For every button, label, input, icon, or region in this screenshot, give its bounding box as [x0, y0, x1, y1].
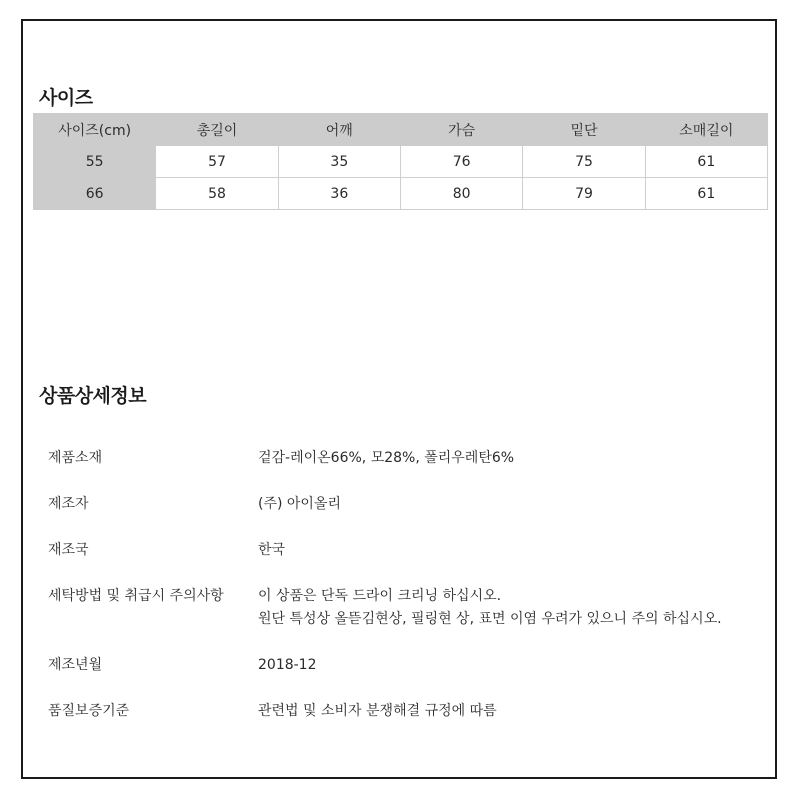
detail-row-country: [48, 539, 768, 562]
size-value-cell: 35: [278, 146, 400, 178]
size-section-title: 사이즈: [39, 87, 93, 109]
size-label-cell: 66: [34, 178, 156, 210]
detail-label: 제조자: [48, 496, 89, 512]
detail-label: 품질보증기준: [48, 703, 130, 719]
size-value-cell: 79: [523, 178, 645, 210]
detail-value: 겉감-레이온66%, 모28%, 폴리우레탄6%: [258, 450, 515, 466]
detail-value: 2018-12: [258, 657, 317, 673]
size-table-header: 사이즈(cm): [34, 114, 156, 146]
size-value-cell: 75: [523, 146, 645, 178]
size-value-cell: 57: [156, 146, 278, 178]
size-value-cell: 76: [400, 146, 522, 178]
size-table-header: 어깨: [278, 114, 400, 146]
detail-value: (주) 아이올리: [258, 496, 341, 512]
size-table-row: [34, 178, 768, 210]
size-table-header: 가슴: [400, 114, 522, 146]
product-detail-list: [48, 447, 768, 746]
detail-row-date: [48, 654, 768, 677]
size-table-header: 소매길이: [645, 114, 767, 146]
detail-value: [258, 585, 722, 631]
detail-label: 세탁방법 및 취급시 주의사항: [48, 588, 224, 604]
size-label-cell: 55: [34, 146, 156, 178]
size-table-header-row: [34, 114, 768, 146]
size-table: [33, 113, 768, 210]
size-value-cell: 61: [645, 146, 767, 178]
size-value-cell: 36: [278, 178, 400, 210]
size-table-row: [34, 146, 768, 178]
detail-value: 한국: [258, 542, 286, 558]
size-value-cell: 58: [156, 178, 278, 210]
detail-row-material: [48, 447, 768, 470]
size-table-header: 총길이: [156, 114, 278, 146]
detail-label: 제조년월: [48, 657, 103, 673]
detail-value: 관련법 및 소비자 분쟁해결 규정에 따름: [258, 703, 497, 719]
detail-label: 제품소재: [48, 450, 103, 466]
size-table-header: 밑단: [523, 114, 645, 146]
detail-value-line: 이 상품은 단독 드라이 크리닝 하십시오.: [258, 588, 502, 604]
detail-row-manufacturer: [48, 493, 768, 516]
detail-row-care: [48, 585, 768, 631]
detail-row-warranty: [48, 700, 768, 723]
detail-label: 재조국: [48, 542, 89, 558]
detail-section-title: 상품상세정보: [39, 385, 147, 407]
size-value-cell: 61: [645, 178, 767, 210]
size-value-cell: 80: [400, 178, 522, 210]
detail-value-line: 원단 특성상 올뜯김현상, 필링현 상, 표면 이염 우려가 있으니 주의 하십시오.: [258, 611, 722, 627]
